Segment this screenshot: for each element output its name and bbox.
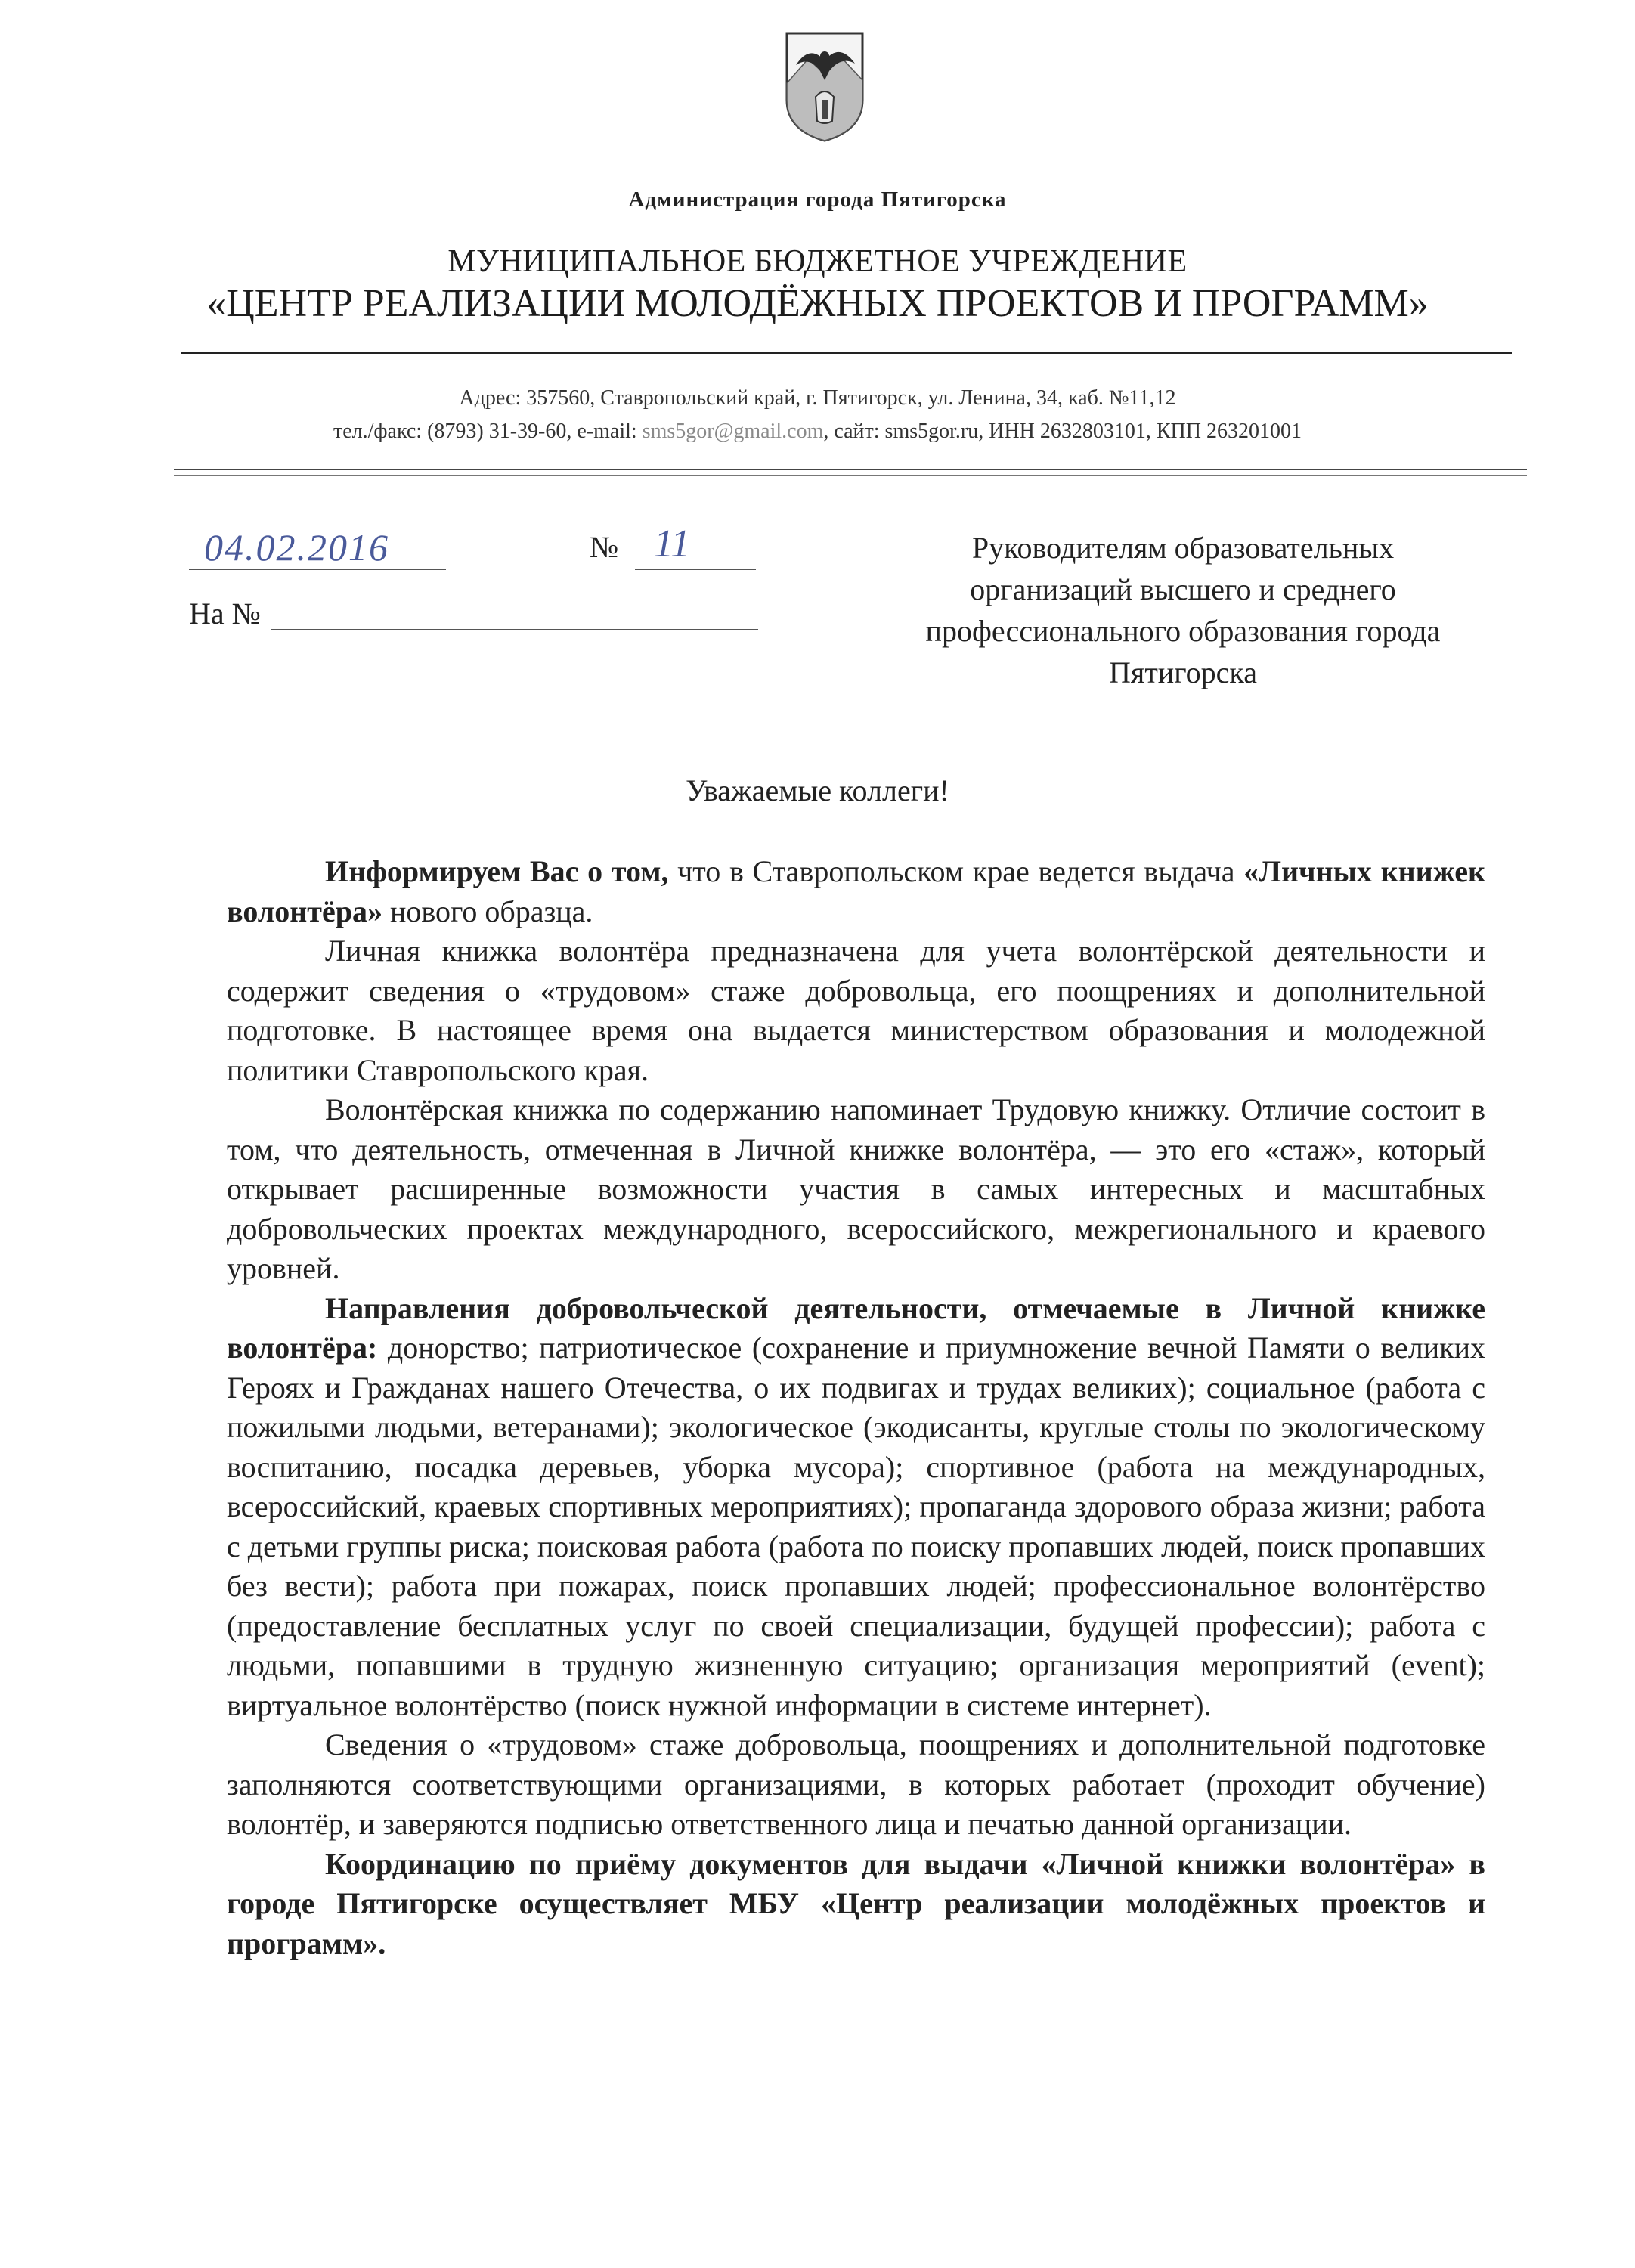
date-underline	[189, 569, 446, 570]
coat-of-arms-icon	[782, 30, 867, 144]
paragraph-intro	[227, 852, 1485, 931]
phone-fax: тел./факс: (8793) 31-39-60, e-mail:	[333, 420, 643, 443]
organization-type: МУНИЦИПАЛЬНОЕ БЮДЖЕТНОЕ УЧРЕЖДЕНИЕ	[447, 244, 1188, 279]
intro-end: нового образца.	[382, 894, 593, 928]
recipient-block	[869, 527, 1497, 693]
letter-body	[227, 852, 1485, 1963]
contact-divider-thin	[174, 475, 1527, 476]
paragraph-comparison: Волонтёрская книжка по содержанию напоминает Трудовую книжку. Отличие состоит в том, что деятельность, отмеченная в Личной книжке волонтёра, — это его «стаж», который открывает расширенные возможности участия в самых интересных и масштабных добровольческих проектах международного, всероссийского, межрегионального и краевого уровней.	[227, 1092, 1485, 1285]
directions-text: донорство; патриотическое (сохранение и приумножение вечной Памяти о великих Героях и Гражданах нашего Отечества, о их подвигах и трудах великих); социальное (работа с пожилыми людьми, ветеранами); экологическое (экодисанты, круглые столы по экологическому воспитанию, посадка деревьев, уборка мусора); спортивное (работа на международных, всероссийский, краевых спортивных мероприятиях); пропаганда здорового образа жизни; работа с детьми группы риска; поисковая работа (работа по поиску пропавших людей, поиск пропавших без вести); работа при пожарах, поиск пропавших людей; профессиональное волонтёрство (предоставление бесплатных услуг по своей специализации, будущей профессии); работа с людьми, попавшими в трудную жизненную ситуацию; организация мероприятий (event); виртуальное волонтёрство (поиск нужной информации в системе интернет).	[227, 1331, 1485, 1722]
reply-to-label: На №	[189, 596, 261, 631]
intro-bold: Информируем Вас о том,	[325, 854, 669, 888]
salutation: Уважаемые коллеги!	[686, 773, 949, 807]
handwritten-number: 11	[654, 522, 691, 565]
address-line: Адрес: 357560, Ставропольский край, г. Пятигорск, ул. Ленина, 34, каб. №11,12	[459, 386, 1176, 410]
organization-name: «ЦЕНТР РЕАЛИЗАЦИИ МОЛОДЁЖНЫХ ПРОЕКТОВ И ПРОГРАММ»	[206, 282, 1429, 325]
coordination-bold: Координацию по приёму документов для выдачи «Личной книжки волонтёра» в городе Пятигорске осуществляет МБУ «Центр реализации молодёжных проектов и программ».	[227, 1846, 1485, 1960]
recipient-line: профессионального образования города	[925, 614, 1441, 648]
intro-bold-title: «Личных книжек волонтёра»	[227, 854, 1485, 928]
directions-bold: Направления добровольческой деятельности, отмечаемые в Личной книжке волонтёра:	[227, 1290, 1485, 1365]
intro-text: что в Ставропольском крае ведется выдача	[668, 854, 1244, 888]
paragraph-directions	[227, 1289, 1485, 1726]
administration-name: Администрация города Пятигорска	[628, 187, 1007, 212]
header-divider	[181, 352, 1512, 354]
contact-divider	[174, 469, 1527, 470]
email-address: sms5gor@gmail.com	[642, 420, 824, 443]
contact-block	[0, 382, 1635, 448]
recipient-line: Пятигорска	[1109, 655, 1257, 689]
recipient-line: Руководителям образовательных	[971, 531, 1395, 565]
outgoing-number-label: №	[590, 530, 619, 564]
paragraph-records: Сведения о «трудовом» стаже добровольца, поощрениях и дополнительной подготовке заполняются соответствующими организациями, в которых работает (проходит обучение) волонтёр, и заверяются подписью ответственного лица и печатью данной организации.	[227, 1727, 1485, 1841]
phone-line	[0, 415, 1635, 448]
reply-to-underline	[271, 629, 758, 630]
recipient-line: организаций высшего и среднего	[970, 572, 1396, 606]
paragraph-purpose: Личная книжка волонтёра предназначена для учета волонтёрской деятельности и содержит сведения о «трудовом» стаже добровольца, его поощрениях и дополнительной подготовке. В настоящее время она выдается министерством образования и молодежной политики Ставропольского края.	[227, 934, 1485, 1087]
handwritten-date: 04.02.2016	[204, 526, 389, 569]
site-and-tax-ids: , сайт: sms5gor.ru, ИНН 2632803101, КПП 263201001	[823, 420, 1302, 443]
number-underline	[635, 569, 756, 570]
paragraph-coordination	[227, 1845, 1485, 1964]
